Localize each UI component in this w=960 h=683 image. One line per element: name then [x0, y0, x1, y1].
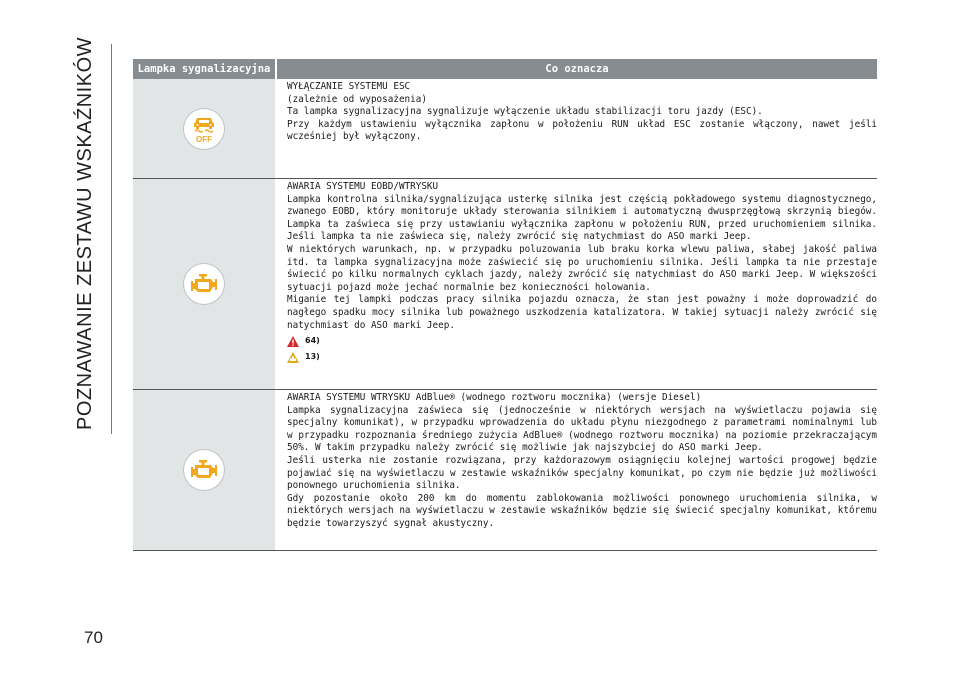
table-row: [133, 390, 877, 551]
paragraph: Gdy pozostanie około 200 km do momentu zablokowania możliwości ponownego uruchomienia silnika, w niektórych wersjach na wyświetlaczu w zestawie wskaźników będzie się świecić specjalny komunikat, któremu będzie towarzyszyć sygnał akustyczny.: [287, 492, 877, 529]
caution-triangle-icon: [287, 352, 299, 363]
meaning-cell: [277, 390, 877, 550]
lamp-title: AWARIA SYSTEMU WTRYSKU AdBlue® (wodnego roztworu mocznika) (wersje Diesel): [287, 392, 702, 403]
esc-off-icon: [189, 114, 219, 144]
column-header-lamp: Lampka sygnalizacyjna: [133, 59, 275, 79]
svg-text:OFF: OFF: [196, 134, 212, 144]
lamp-cell: [133, 179, 275, 389]
caution-ref-number: 13): [305, 351, 320, 361]
paragraph: Jeśli usterka nie zostanie rozwiązana, przy każdorazowym osiągnięciu kolejnej wartości progowej będzie pojawiać się na wyświetlaczu w zestawie wskaźników specjalny komunikat, po czym nie będzie już możliwości ponownego uruchomienia silnika.: [287, 454, 877, 492]
paragraph: W niektórych warunkach, np. w przypadku poluzowania lub braku korka wlewu paliwa, słabej jakość paliwa itd. ta lampka sygnalizacyjna może zaświecić się po uruchomieniu silnika. Jeśli lampka ta nie przestaje świecić po kilku normalnych cyklach jazdy, należy zwrócić się natychmiast do ASO marki Jeep. W większości sytuacji pojazd może jechać normalnie bez konieczności holowania.: [287, 243, 877, 293]
table-row: [133, 179, 877, 390]
lamp-title: WYŁĄCZANIE SYSTEMU ESC: [287, 81, 411, 92]
table-header: [133, 59, 877, 79]
paragraph: Lampka kontrolna silnika/sygnalizująca usterkę silnika jest częścią pokładowego systemu diagnostycznego, zwanego EOBD, który monitoruje układy sterowania silnikiem i automatyczną dwusprzęgłową skrzynią biegów. Lampka ta zaświeca się przy ustawianiu wyłącznika zapłonu w położeniu RUN, przed uruchomieniem silnika. Jeśli lampka ta nie zaświeca się, należy zwrócić się natychmiast do ASO marki Jeep.: [287, 193, 877, 243]
paragraph: Miganie tej lampki podczas pracy silnika pojazdu oznacza, że stan jest poważny i może doprowadzić do nagłego spadku mocy silnika lub poważnego uszkodzenia katalizatora. W takiej sytuacji należy zwrócić się natychmiast do ASO marki Jeep.: [287, 294, 877, 331]
lamp-title: AWARIA SYSTEMU EOBD/WTRYSKU: [287, 181, 439, 192]
paragraph: Ta lampka sygnalizacyjna sygnalizuje wyłączenie układu stabilizacji toru jazdy (ESC).: [287, 106, 763, 118]
caution-reference: [287, 351, 877, 364]
section-title: POZNAWANIE ZESTAWU WSKAŹNIKÓW: [74, 36, 96, 430]
lamp-cell: [133, 79, 275, 178]
page-number: 70: [84, 628, 103, 647]
column-header-meaning: Co oznacza: [277, 59, 877, 79]
section-divider: [111, 44, 112, 434]
paragraph: Lampka sygnalizacyjna zaświeca się (jednocześnie w niektórych wersjach na wyświetlaczu pojawia się specjalny komunikat), w przypadku wprowadzenia do układu płynu niezgodnego z parametrami nominalnymi lub w przypadku rozpoznania średniego zużycia AdBlue® (wodnego roztworu mocznika) na poziomie przekraczającym 50%. W takim przypadku należy zwrócić się możliwie jak najszybciej do ASO marki Jeep.: [287, 404, 877, 454]
table-row: [133, 79, 877, 179]
warning-ref-number: 64): [305, 336, 320, 346]
warning-lamp-table: [133, 59, 877, 551]
check-engine-icon: [189, 459, 219, 481]
meaning-cell: [277, 79, 877, 178]
warning-reference: [287, 335, 877, 348]
paragraph: (zależnie od wyposażenia): [287, 93, 427, 105]
lamp-cell: [133, 390, 275, 550]
meaning-cell: [277, 179, 877, 389]
check-engine-icon: [189, 273, 219, 295]
paragraph: Przy każdym ustawieniu wyłącznika zapłonu w położeniu RUN układ ESC zostanie włączony, nawet jeśli wcześniej był wyłączony.: [287, 118, 877, 143]
warning-triangle-icon: [287, 336, 299, 347]
